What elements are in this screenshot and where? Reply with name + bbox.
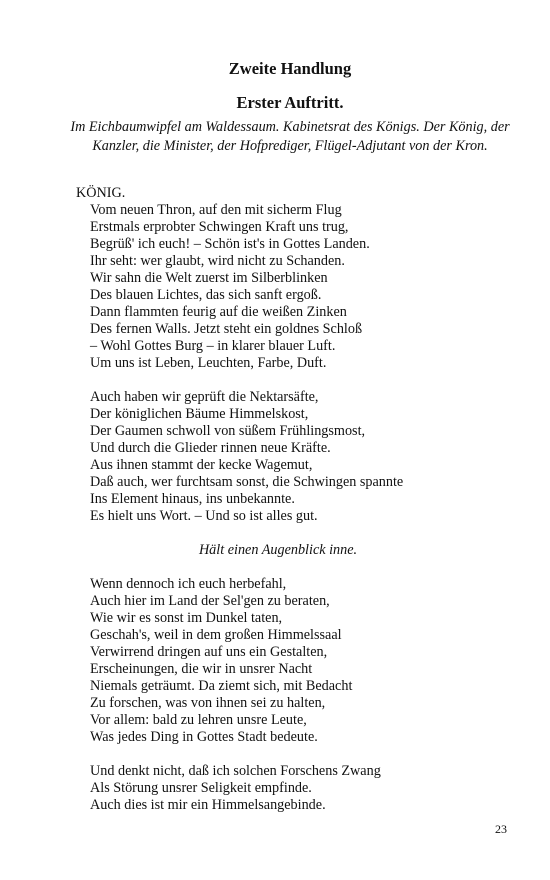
verse-line: Wenn dennoch ich euch herbefahl,: [90, 576, 287, 592]
verse-line: Begrüß' ich euch! – Schön ist's in Gottes Landen.: [90, 236, 370, 252]
verse-line: Wie wir es sonst im Dunkel taten,: [90, 610, 283, 626]
verse-line: Erscheinungen, die wir in unsrer Nacht: [90, 661, 313, 677]
stanza-4: [90, 763, 530, 814]
verse-line: Des fernen Walls. Jetzt steht ein goldnes Schloß: [90, 321, 363, 337]
stanza-gap: [90, 746, 530, 763]
verse-line: Als Störung unsrer Seligkeit empfinde.: [90, 780, 312, 796]
verse-line: Der Gaumen schwoll von süßem Frühlingsmost,: [90, 423, 366, 439]
verse-block: [90, 202, 530, 814]
stage-direction: Im Eichbaumwipfel am Waldessaum. Kabinetsrat des Königs. Der König, der Kanzler, die Minister, der Hofprediger, Flügel-Adjutant von der Kron.: [70, 119, 510, 154]
verse-line: Dann flammten feurig auf die weißen Zinken: [90, 304, 347, 320]
verse-line: Zu forschen, was von ihnen sei zu halten,: [90, 695, 326, 711]
verse-line: Und durch die Glieder rinnen neue Kräfte.: [90, 440, 331, 456]
verse-line: Vom neuen Thron, auf den mit sicherm Flug: [90, 202, 342, 218]
scene-title: Erster Auftritt.: [236, 93, 344, 112]
stanza-1: [90, 202, 530, 372]
verse-line: Wir sahn die Welt zuerst im Silberblinken: [90, 270, 328, 286]
stanza-gap: [90, 372, 530, 389]
act-title: Zweite Handlung: [228, 59, 352, 78]
verse-line: Aus ihnen stammt der kecke Wagemut,: [90, 457, 313, 473]
inline-stage-direction: Hält einen Augenblick inne.: [198, 542, 358, 558]
stanza-2: [90, 389, 530, 525]
verse-line: Vor allem: bald zu lehren unsre Leute,: [90, 712, 307, 728]
speaker-name: KÖNIG.: [76, 185, 126, 201]
verse-line: – Wohl Gottes Burg – in klarer blauer Luft.: [90, 338, 336, 354]
verse-line: Ihr seht: wer glaubt, wird nicht zu Schanden.: [90, 253, 345, 269]
verse-line: Um uns ist Leben, Leuchten, Farbe, Duft.: [90, 355, 327, 371]
verse-line: Es hielt uns Wort. – Und so ist alles gut.: [90, 508, 318, 524]
page-number: 23: [495, 822, 507, 836]
verse-line: Geschah's, weil in dem großen Himmelssaal: [90, 627, 342, 643]
verse-line: Auch hier im Land der Sel'gen zu beraten,: [90, 593, 330, 609]
verse-line: Daß auch, wer furchtsam sonst, die Schwingen spannte: [90, 474, 404, 490]
verse-line: Des blauen Lichtes, das sich sanft ergoß.: [90, 287, 322, 303]
verse-line: Was jedes Ding in Gottes Stadt bedeute.: [90, 729, 318, 745]
verse-line: Ins Element hinaus, ins unbekannte.: [90, 491, 295, 507]
verse-line: Auch haben wir geprüft die Nektarsäfte,: [90, 389, 319, 405]
verse-line: Erstmals erprobter Schwingen Kraft uns trug,: [90, 219, 349, 235]
verse-line: Und denkt nicht, daß ich solchen Forschens Zwang: [90, 763, 381, 779]
verse-line: Auch dies ist mir ein Himmelsangebinde.: [90, 797, 326, 813]
stanza-3: [90, 576, 530, 746]
verse-line: Niemals geträumt. Da ziemt sich, mit Bedacht: [90, 678, 353, 694]
stanza-gap: [90, 559, 530, 576]
stanza-gap: [90, 525, 530, 542]
verse-line: Verwirrend dringen auf uns ein Gestalten,: [90, 644, 328, 660]
verse-line: Der königlichen Bäume Himmelskost,: [90, 406, 309, 422]
